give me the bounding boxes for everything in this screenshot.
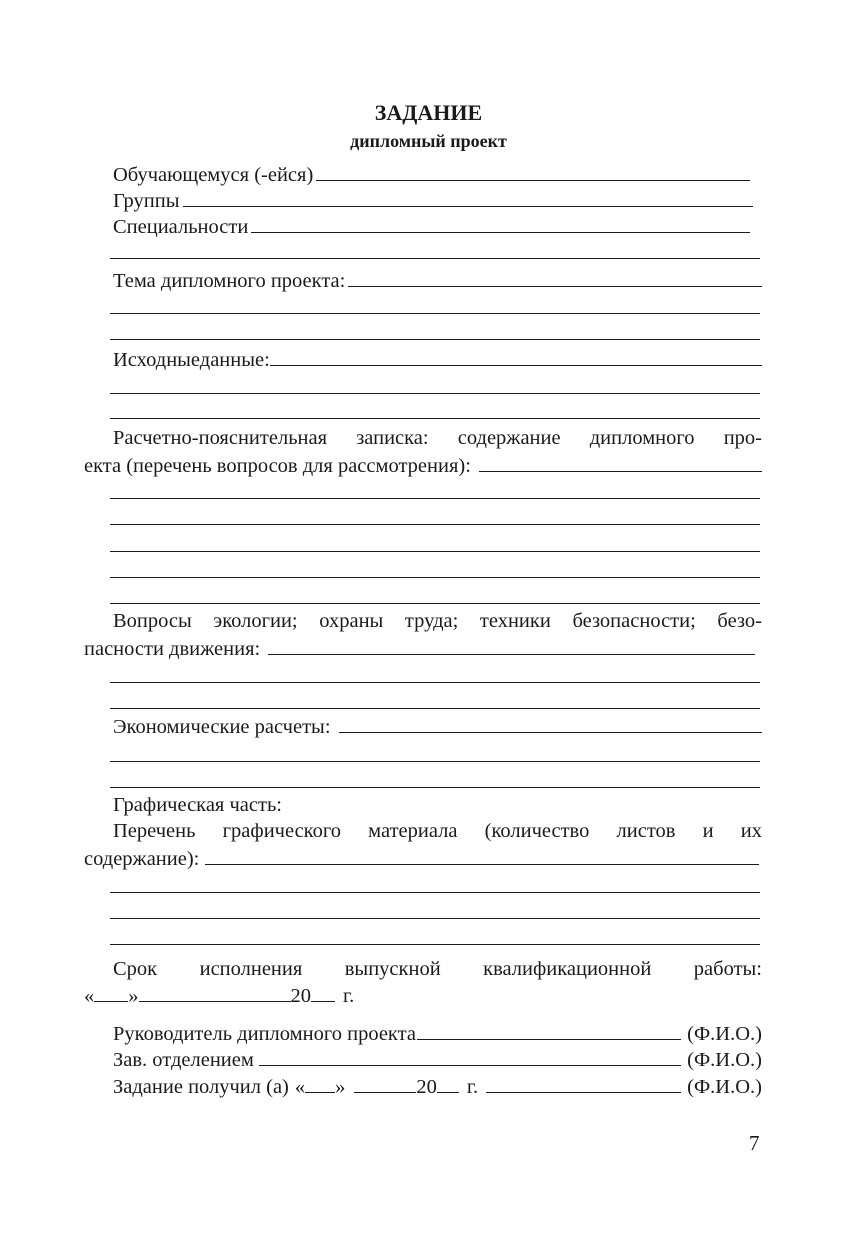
initial-data-blank-line[interactable] [110,418,760,419]
graphic-blank-line[interactable] [110,892,760,893]
ecology-blank-line[interactable] [110,708,760,709]
supervisor-label: Руководитель дипломного проекта [113,1023,416,1045]
graphic-list-field [84,845,759,871]
topic-field [113,267,762,293]
initial-data-label: Исходныеданные: [113,349,270,371]
head-signature-blank[interactable] [259,1046,681,1066]
specialty-blank-line[interactable] [110,258,760,259]
graphic-blank-line[interactable] [110,918,760,919]
specialty-blank[interactable] [251,213,750,233]
supervisor-signature-blank[interactable] [417,1020,681,1040]
deadline-day-blank[interactable] [94,982,128,1002]
specialty-label: Специальности [113,216,249,238]
received-year-blank[interactable] [437,1073,459,1093]
received-quote-open: « [294,1076,306,1098]
graphic-blank-line[interactable] [110,944,760,945]
received-year-suffix: г. [466,1076,479,1098]
note-field [84,452,762,478]
ecology-text-line1: Вопросы экологии; охраны труда; техники безопасности; безо- [113,610,762,632]
deadline-year-blank[interactable] [311,982,335,1002]
deadline-text: Срок исполнения выпускной квалификационной работы: [113,958,762,980]
deadline-date-field [84,982,404,1008]
student-blank[interactable] [316,161,750,181]
initial-data-field [113,346,762,372]
student-field [113,161,750,187]
graphic-heading [113,792,762,818]
deadline-year-prefix: 20 [290,985,311,1007]
group-blank[interactable] [183,187,753,207]
note-blank[interactable] [479,452,762,472]
note-blank-line[interactable] [110,524,760,525]
note-label: екта (перечень вопросов для рассмотрения): [84,455,471,477]
graphic-list-label: содержание): [84,848,200,870]
note-text-line1: Расчетно-пояснительная записка: содержание дипломного про- [113,427,762,449]
graphic-list-blank[interactable] [205,845,759,865]
economics-label: Экономические расчеты: [113,716,331,738]
initial-data-blank-line[interactable] [110,393,760,394]
received-fio: (Ф.И.О.) [687,1076,762,1098]
received-month-blank[interactable] [354,1073,416,1093]
group-field [113,187,753,213]
received-quote-close: » [335,1076,346,1098]
head-label: Зав. отделением [113,1049,254,1071]
page-number: 7 [749,1131,760,1155]
ecology-blank[interactable] [268,635,755,655]
received-label: Задание получил (а) [113,1076,289,1098]
note-blank-line[interactable] [110,498,760,499]
received-year-prefix: 20 [416,1076,437,1098]
note-blank-line[interactable] [110,603,760,604]
economics-field [113,713,762,739]
page-subtitle: дипломный проект [350,131,507,151]
topic-blank[interactable] [348,267,762,287]
topic-blank-line[interactable] [110,339,760,340]
topic-label: Тема дипломного проекта: [113,270,346,292]
note-blank-line[interactable] [110,551,760,552]
ecology-field [84,635,755,661]
head-signature-row [113,1046,762,1072]
group-label: Группы [113,190,180,212]
graphic-list-line1: Перечень графического материала (количество листов и их [113,820,762,842]
deadline-year-suffix: г. [343,985,355,1007]
head-fio: (Ф.И.О.) [687,1049,762,1071]
economics-blank[interactable] [339,713,762,733]
received-signature-row [113,1073,762,1099]
topic-blank-line[interactable] [110,313,760,314]
received-signature-blank[interactable] [486,1073,681,1093]
ecology-blank-line[interactable] [110,682,760,683]
initial-data-blank[interactable] [270,346,762,366]
specialty-field [113,213,750,239]
supervisor-signature-row [113,1020,762,1046]
deadline-quote-open: « [84,985,95,1007]
deadline-quote-close: » [128,985,139,1007]
economics-blank-line[interactable] [110,761,760,762]
deadline-month-blank[interactable] [139,982,291,1002]
supervisor-fio: (Ф.И.О.) [687,1023,762,1045]
page-title: ЗАДАНИЕ [374,100,483,125]
student-label: Обучающемуся (-ейся) [113,164,314,186]
note-blank-line[interactable] [110,577,760,578]
received-day-blank[interactable] [305,1073,335,1093]
graphic-label: Графическая часть: [113,794,282,816]
economics-blank-line[interactable] [110,787,760,788]
ecology-label: пасности движения: [84,638,261,660]
